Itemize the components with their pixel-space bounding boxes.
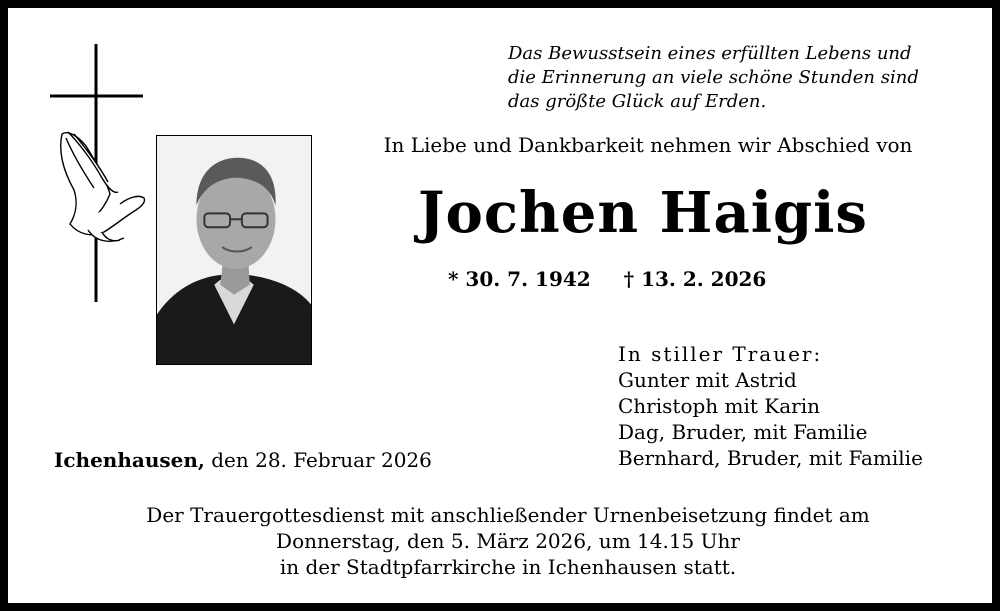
mourners-list [618,341,968,471]
service-line: Donnerstag, den 5. März 2026, um 14.15 Uhr [276,529,740,553]
mourner-entry: Christoph mit Karin [618,394,820,418]
cross-with-praying-hands-icon [48,42,158,304]
funeral-service-info [48,502,968,580]
notice-date: den 28. Februar 2026 [204,448,432,472]
mourners-heading: In stiller Trauer: [618,342,823,366]
life-dates [448,267,848,291]
memorial-quote [508,42,978,114]
deceased-name: Jochen Haigis [418,180,868,246]
place-town: Ichenhausen, [54,448,205,472]
death-date: † 13. 2. 2026 [623,267,767,291]
birth-date: * 30. 7. 1942 [448,267,591,291]
portrait-photo [156,135,312,365]
place-and-date [54,448,432,472]
mourner-entry: Dag, Bruder, mit Familie [618,420,868,444]
quote-line: Das Bewusstsein eines erfüllten Lebens und [508,43,912,64]
quote-line: die Erinnerung an viele schöne Stunden sind [508,67,919,88]
service-line: in der Stadtpfarrkirche in Ichenhausen statt. [279,555,737,579]
service-line: Der Trauergottesdienst mit anschließender Urnenbeisetzung findet am [146,503,870,527]
mourner-entry: Gunter mit Astrid [618,368,797,392]
farewell-intro: In Liebe und Dankbarkeit nehmen wir Abschied von [383,133,913,157]
quote-line: das größte Glück auf Erden. [508,91,767,112]
mourner-entry: Bernhard, Bruder, mit Familie [618,446,923,470]
